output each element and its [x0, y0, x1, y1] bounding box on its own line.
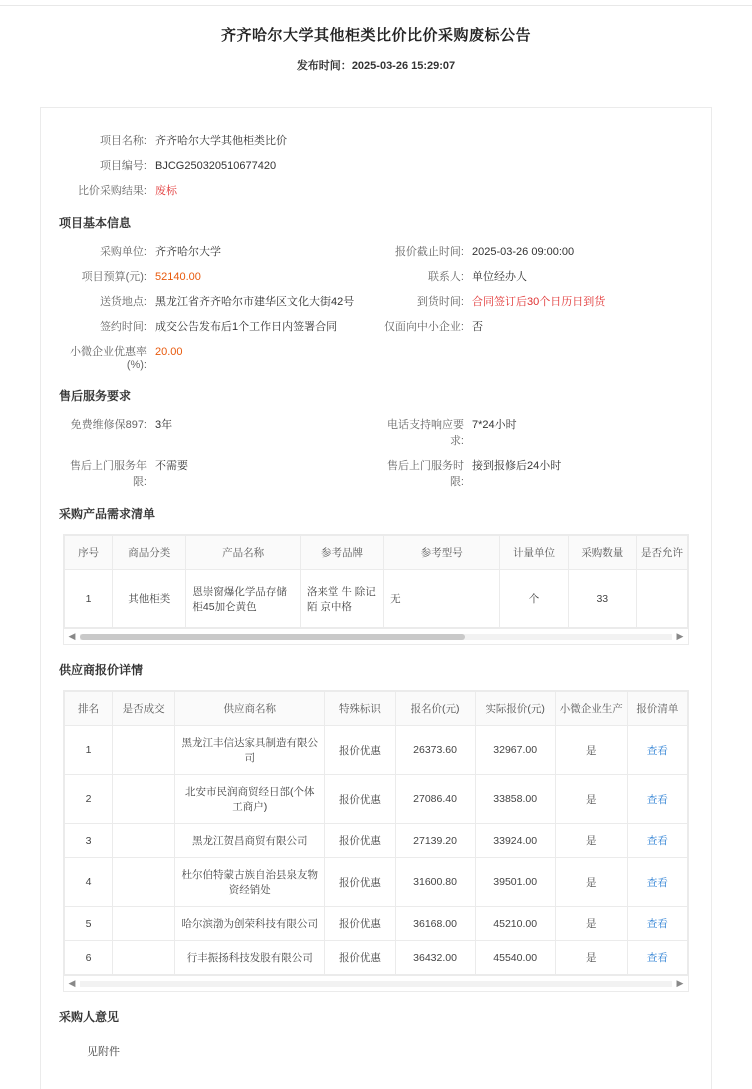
bid-cell-quoted: 26373.60 — [395, 726, 475, 775]
label-quote-deadline: 报价截止时间: — [394, 246, 464, 258]
bid-cell-sme: 是 — [555, 858, 627, 907]
bid-cell-deal — [113, 941, 175, 975]
basic-row-quote-deadline — [376, 243, 693, 259]
bid-col-quoted: 报名价(元) — [395, 692, 475, 726]
bid-cell-rank: 5 — [65, 907, 113, 941]
product-cell-name: 恩崇窗爆化学品存储柜45加仑黄色 — [186, 570, 301, 628]
product-table-wrap — [63, 534, 689, 629]
bid-cell-sme: 是 — [555, 824, 627, 858]
label-sme-only: 仅面向中小企业: — [383, 321, 464, 333]
scroll-right-icon[interactable]: ▶ — [676, 978, 684, 988]
product-table-hscrollbar[interactable] — [63, 629, 689, 645]
product-cell-brand: 洛来堂 牛 除记陌 京中格 — [300, 570, 383, 628]
product-cell-unit: 个 — [500, 570, 568, 628]
value-sme-only: 否 — [472, 321, 483, 333]
bid-col-rank: 排名 — [65, 692, 113, 726]
value-onsite-response: 接到报修后24小时 — [472, 460, 562, 472]
project-summary — [59, 132, 693, 198]
summary-row-result — [59, 182, 693, 198]
bid-cell-rank: 6 — [65, 941, 113, 975]
summary-row-project-name — [59, 132, 693, 148]
bid-cell-mark: 报价优惠 — [325, 775, 395, 824]
bid-col-sme: 小微企业生产 — [555, 692, 627, 726]
bid-cell-actual: 45540.00 — [475, 941, 555, 975]
bid-cell-mark: 报价优惠 — [325, 907, 395, 941]
bid-view-link[interactable]: 查看 — [627, 858, 687, 907]
basic-row-sme-only — [376, 318, 693, 334]
bid-cell-sme: 是 — [555, 907, 627, 941]
bid-view-link[interactable]: 查看 — [627, 907, 687, 941]
scroll-track[interactable] — [80, 981, 672, 987]
basic-info-grid-full — [59, 343, 693, 371]
scroll-right-icon[interactable]: ▶ — [676, 631, 684, 641]
label-delivery-time: 到货时间: — [416, 296, 464, 308]
bid-cell-quoted: 36432.00 — [395, 941, 475, 975]
bid-cell-supplier: 杜尔伯特蒙古族自治县泉友物资经销处 — [175, 858, 325, 907]
bid-view-link[interactable]: 查看 — [627, 726, 687, 775]
table-row — [65, 824, 688, 858]
product-cell-allow — [637, 570, 688, 628]
scroll-thumb[interactable] — [80, 634, 465, 640]
bid-cell-actual: 33858.00 — [475, 775, 555, 824]
bid-cell-deal — [113, 907, 175, 941]
value-warranty: 3年 — [155, 419, 173, 431]
announcement-sheet — [40, 107, 712, 1089]
publish-time — [0, 57, 752, 73]
bid-cell-quoted: 36168.00 — [395, 907, 475, 941]
bid-col-actual: 实际报价(元) — [475, 692, 555, 726]
page-title: 齐齐哈尔大学其他柜类比价比价采购废标公告 — [220, 27, 531, 44]
section-title-basic: 项目基本信息 — [59, 216, 132, 230]
bid-cell-rank: 4 — [65, 858, 113, 907]
product-col-qty: 采购数量 — [568, 536, 636, 570]
product-cell-index: 1 — [65, 570, 113, 628]
publish-time-value: 2025-03-26 15:29:07 — [351, 60, 456, 72]
value-budget: 52140.00 — [155, 271, 201, 283]
bid-view-link[interactable]: 查看 — [627, 775, 687, 824]
bid-col-deal: 是否成交 — [113, 692, 175, 726]
table-row — [65, 941, 688, 975]
value-delivery-address: 黑龙江省齐齐哈尔市建华区文化大街42号 — [155, 296, 355, 308]
bid-table — [64, 691, 688, 975]
scroll-track[interactable] — [80, 634, 672, 640]
summary-row-project-code — [59, 157, 693, 173]
label-sme-discount: 小微企业优惠率(%): — [70, 346, 147, 371]
bid-cell-mark: 报价优惠 — [325, 824, 395, 858]
value-purchase-result: 废标 — [155, 185, 177, 197]
bid-cell-deal — [113, 775, 175, 824]
bid-table-box — [63, 690, 689, 992]
bid-cell-sme: 是 — [555, 775, 627, 824]
basic-row-buyer — [59, 243, 376, 259]
basic-row-budget — [59, 268, 376, 284]
bid-view-link[interactable]: 查看 — [627, 941, 687, 975]
bid-cell-rank: 1 — [65, 726, 113, 775]
basic-row-delivery-address — [59, 293, 376, 309]
bid-cell-actual: 39501.00 — [475, 858, 555, 907]
service-row-warranty — [59, 416, 376, 448]
product-cell-qty: 33 — [568, 570, 636, 628]
product-col-allow: 是否允许 — [637, 536, 688, 570]
label-buyer: 采购单位: — [99, 246, 147, 258]
opinion-text: 见附件 — [87, 1046, 120, 1058]
bid-cell-deal — [113, 726, 175, 775]
scroll-left-icon[interactable]: ◀ — [68, 631, 76, 641]
bid-cell-sme: 是 — [555, 941, 627, 975]
value-project-name: 齐齐哈尔大学其他柜类比价 — [155, 135, 287, 147]
label-warranty: 免费维修保897: — [70, 419, 147, 431]
section-title-opinion: 采购人意见 — [59, 1010, 120, 1024]
bid-cell-sme: 是 — [555, 726, 627, 775]
product-col-index: 序号 — [65, 536, 113, 570]
bid-cell-quoted: 27139.20 — [395, 824, 475, 858]
service-row-phone-support — [376, 416, 693, 448]
label-contact: 联系人: — [427, 271, 464, 283]
product-col-model: 参考型号 — [384, 536, 500, 570]
table-row — [65, 726, 688, 775]
bid-table-header-row — [65, 692, 688, 726]
bid-table-hscrollbar[interactable] — [63, 976, 689, 992]
bid-cell-quoted: 31600.80 — [395, 858, 475, 907]
value-phone-support: 7*24小时 — [472, 419, 517, 431]
table-row — [65, 775, 688, 824]
basic-row-delivery-time — [376, 293, 693, 309]
bid-cell-deal — [113, 824, 175, 858]
table-row — [65, 570, 688, 628]
value-buyer: 齐齐哈尔大学 — [155, 246, 221, 258]
label-onsite-response: 售后上门服务时限: — [387, 460, 464, 488]
service-row-onsite-response — [376, 457, 693, 489]
label-sign-time: 签约时间: — [99, 321, 147, 333]
label-project-code: 项目编号: — [99, 160, 147, 172]
bid-col-mark: 特殊标识 — [325, 692, 395, 726]
section-title-service: 售后服务要求 — [59, 389, 132, 403]
product-table — [64, 535, 688, 628]
value-sme-discount: 20.00 — [155, 346, 183, 358]
bid-cell-actual: 32967.00 — [475, 726, 555, 775]
basic-row-contact — [376, 268, 693, 284]
product-col-unit: 计量单位 — [500, 536, 568, 570]
publish-time-label: 发布时间： — [296, 60, 352, 72]
product-col-category: 商品分类 — [113, 536, 186, 570]
scroll-thumb[interactable] — [80, 981, 672, 987]
product-table-box — [63, 534, 689, 645]
product-col-brand: 参考品牌 — [300, 536, 383, 570]
value-sign-time: 成交公告发布后1个工作日内签署合同 — [155, 321, 338, 333]
bid-cell-rank: 3 — [65, 824, 113, 858]
value-quote-deadline: 2025-03-26 09:00:00 — [472, 246, 575, 258]
label-phone-support: 电话支持响应要求: — [387, 419, 464, 447]
bid-cell-mark: 报价优惠 — [325, 726, 395, 775]
bid-col-supplier: 供应商名称 — [175, 692, 325, 726]
bid-cell-actual: 33924.00 — [475, 824, 555, 858]
service-grid — [59, 416, 693, 489]
section-title-bids: 供应商报价详情 — [59, 663, 144, 677]
value-delivery-time: 合同签订后30个日历日到货 — [472, 296, 606, 308]
product-cell-model: 无 — [384, 570, 500, 628]
scroll-left-icon[interactable]: ◀ — [68, 978, 76, 988]
label-onsite-years: 售后上门服务年限: — [70, 460, 147, 488]
bid-cell-deal — [113, 858, 175, 907]
bid-cell-supplier: 北安市民润商贸经日部(个体工商户) — [175, 775, 325, 824]
bid-cell-actual: 45210.00 — [475, 907, 555, 941]
bid-cell-mark: 报价优惠 — [325, 858, 395, 907]
bid-cell-quoted: 27086.40 — [395, 775, 475, 824]
bid-cell-mark: 报价优惠 — [325, 941, 395, 975]
section-title-products: 采购产品需求清单 — [59, 507, 156, 521]
product-col-name: 产品名称 — [186, 536, 301, 570]
label-budget: 项目预算(元): — [81, 271, 147, 283]
bid-cell-rank: 2 — [65, 775, 113, 824]
basic-row-sme-discount — [59, 343, 693, 371]
bid-col-list: 报价清单 — [627, 692, 687, 726]
bid-cell-supplier: 黑龙江贺昌商贸有限公司 — [175, 824, 325, 858]
table-row — [65, 858, 688, 907]
value-project-code: BJCG250320510677420 — [155, 160, 277, 172]
basic-info-grid — [59, 243, 693, 334]
bid-cell-supplier: 黑龙江丰信达家具制造有限公司 — [175, 726, 325, 775]
value-contact: 单位经办人 — [472, 271, 527, 283]
table-row — [65, 907, 688, 941]
product-table-header-row — [65, 536, 688, 570]
bid-view-link[interactable]: 查看 — [627, 824, 687, 858]
label-purchase-result: 比价采购结果: — [77, 185, 147, 197]
bid-cell-supplier: 哈尔滨渤为创荣科技有限公司 — [175, 907, 325, 941]
label-project-name: 项目名称: — [99, 135, 147, 147]
product-cell-category: 其他柜类 — [113, 570, 186, 628]
service-row-onsite-years — [59, 457, 376, 489]
basic-row-sign-time — [59, 318, 376, 334]
bid-cell-supplier: 行丰振扬科技发股有限公司 — [175, 941, 325, 975]
page-header — [0, 6, 752, 83]
bid-table-wrap — [63, 690, 689, 976]
label-delivery-address: 送货地点: — [99, 296, 147, 308]
value-onsite-years: 不需要 — [155, 460, 188, 472]
